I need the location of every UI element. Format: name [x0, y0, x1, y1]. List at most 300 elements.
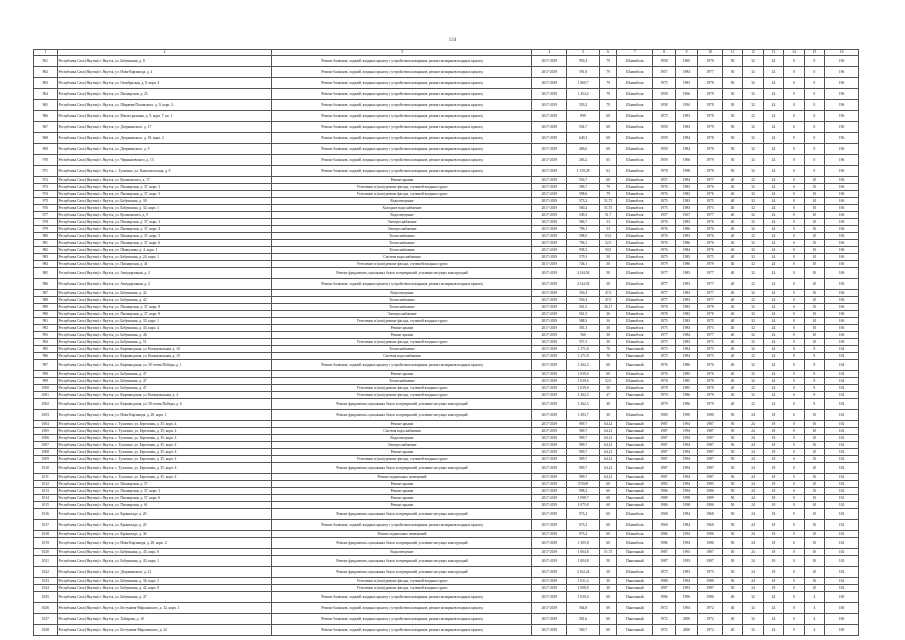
table-cell: 47 — [600, 392, 617, 399]
table-cell: 79 — [600, 67, 617, 78]
table-cell: 1976 — [653, 247, 676, 254]
table-cell: 2017-2019 — [532, 261, 567, 268]
table-cell: Республика Саха (Якутия) г. Якутск, ул. Дзержинского, д. 17 — [57, 122, 272, 133]
table-cell: 2017-2019 — [532, 325, 567, 332]
table-cell: 102 — [825, 428, 859, 435]
table-cell: 982 — [34, 247, 58, 254]
table-cell: 50 — [600, 279, 617, 290]
table-cell: 1975 — [698, 254, 723, 261]
table-row — [34, 488, 859, 495]
table-cell: 24 — [763, 353, 783, 360]
table-cell: 1 262,2 — [567, 360, 600, 371]
table-cell: Водоотведение — [272, 290, 532, 297]
table-cell: 1983 — [675, 233, 698, 240]
table-cell: 24 — [763, 297, 783, 304]
table-cell: 106 — [825, 339, 859, 346]
table-cell: 1979 — [698, 122, 723, 133]
table-cell: 30 — [600, 578, 617, 585]
table-cell: 1975 — [653, 318, 676, 325]
table-cell: 32 — [743, 311, 763, 318]
table-cell: 1987 — [698, 456, 723, 463]
table-cell: 975 — [34, 198, 58, 205]
table-cell: 0 — [784, 538, 804, 549]
table-cell: 2017-2019 — [532, 240, 567, 247]
table-row — [34, 166, 859, 177]
table-cell: 32 — [743, 385, 763, 392]
table-cell: 1967 — [675, 212, 698, 219]
table-cell: 2017-2019 — [532, 268, 567, 279]
table-cell: 1959 — [653, 155, 676, 166]
table-cell: 1987 — [653, 456, 676, 463]
table-cell: 50 — [722, 166, 742, 177]
table-cell: 102 — [825, 585, 859, 592]
table-cell: Республика Саха (Якутия) г. Якутск, ул. Пионерская, д. 57 — [57, 481, 272, 488]
table-cell: 586,7 — [567, 184, 600, 191]
table-cell: Ремонт балконов, лоджий, входных крылец с устройством козырьков, ремонт козырьков входных крылец — [272, 614, 532, 625]
table-cell: Республика Саха (Якутия) г. Якутск, с. Тулагино, ул. Березовая, д. 35, корп. 4 — [57, 449, 272, 456]
table-cell: 40 — [722, 247, 742, 254]
table-cell: 60 — [600, 502, 617, 509]
table-cell: 196 — [825, 155, 859, 166]
table-row — [34, 254, 859, 261]
table-cell: 10 — [804, 428, 824, 435]
table-cell: Ремонт балконов, лоджий, входных крылец с устройством козырьков, ремонт козырьков входных крылец — [272, 78, 532, 89]
table-cell: 24 — [743, 520, 763, 531]
table-cell: Шлакоблок — [617, 531, 653, 538]
table-cell: 973,2 — [567, 520, 600, 531]
table-cell: 104 — [825, 392, 859, 399]
table-cell: 1984 — [675, 133, 698, 144]
table-cell: 0 — [804, 155, 824, 166]
table-row — [34, 435, 859, 442]
table-cell: 32 — [743, 122, 763, 133]
table-cell: Ремонт балконов, лоджий, входных крылец с устройством козырьков, ремонт козырьков входных крылец — [272, 360, 532, 371]
table-cell: Республика Саха (Якутия) г. Якутск, ул. Кирзаводская, ул. 50-летия Победы, д. 6 — [57, 399, 272, 410]
table-cell: 196 — [825, 122, 859, 133]
table-cell: 24 — [743, 556, 763, 567]
table-cell: 986 — [34, 279, 58, 290]
table-row — [34, 474, 859, 481]
table-cell: 32 — [743, 339, 763, 346]
table-cell: 0 — [784, 268, 804, 279]
table-cell: 24 — [743, 449, 763, 456]
table-cell: 40 — [722, 233, 742, 240]
table-cell: 2017-2019 — [532, 226, 567, 233]
table-row — [34, 495, 859, 502]
table-cell: 102 — [825, 456, 859, 463]
table-cell: 24 — [743, 488, 763, 495]
table-cell: 24 — [763, 212, 783, 219]
table-cell: 0 — [784, 410, 804, 421]
table-cell: 24 — [763, 191, 783, 198]
table-row — [34, 205, 859, 212]
table-cell: 1987 — [698, 449, 723, 456]
table-cell: 60 — [600, 625, 617, 636]
table-cell: 1019 — [34, 538, 58, 549]
table-cell: 40 — [722, 614, 742, 625]
table-cell: 1976 — [653, 219, 676, 226]
table-cell: Республика Саха (Якутия) г. Якутск, ул. Бабушкина, д. 42 — [57, 290, 272, 297]
table-cell: 1 030,4 — [567, 592, 600, 603]
table-cell: 0 — [784, 304, 804, 311]
table-cell: 1990 — [675, 410, 698, 421]
table-cell: Республика Саха (Якутия) г. Якутск, ул. Кулаковского, д. 9 — [57, 212, 272, 219]
table-cell: 573,2 — [567, 198, 600, 205]
table-cell: Республика Саха (Якутия) г. Якутск, ул. Кронштадт, д. 20 — [57, 509, 272, 520]
table-cell: 32 — [743, 371, 763, 378]
table-cell: 50 — [722, 520, 742, 531]
table-cell: 24 — [763, 247, 783, 254]
table-cell: Шлакоблок — [617, 318, 653, 325]
table-cell: 24 — [763, 592, 783, 603]
table-cell: 0 — [784, 261, 804, 268]
column-number-cell: 10 — [698, 50, 723, 56]
table-cell: 10 — [804, 488, 824, 495]
table-cell: 18 — [763, 481, 783, 488]
table-row — [34, 556, 859, 567]
table-cell: 24 — [763, 399, 783, 410]
table-cell: 4 — [804, 614, 824, 625]
table-cell: 10 — [804, 339, 824, 346]
table-cell: 2017-2019 — [532, 304, 567, 311]
table-cell: 0 — [784, 428, 804, 435]
table-cell: 796,1 — [567, 226, 600, 233]
table-cell: Ремонт балконов, лоджий, входных крылец с устройством козырьков, ремонт козырьков входных крылец — [272, 67, 532, 78]
table-cell: 24 — [743, 502, 763, 509]
table-cell: 1988 — [698, 578, 723, 585]
table-cell: 2017-2019 — [532, 463, 567, 474]
table-cell: 40 — [722, 191, 742, 198]
table-cell: 977 — [34, 212, 58, 219]
table-cell: 32 — [743, 133, 763, 144]
table-cell: Республика Саха (Якутия) г. Якутск, ул. Дзержинского, д. 18, корп. 2 — [57, 133, 272, 144]
table-cell: Ремонт балконов, лоджий, входных крылец с устройством козырьков, ремонт козырьков входных крылец — [272, 133, 532, 144]
table-cell: 2017-2019 — [532, 481, 567, 488]
table-cell: Шлакоблок — [617, 212, 653, 219]
table-cell: 24 — [763, 318, 783, 325]
table-cell: 1 271,8 — [567, 346, 600, 353]
table-cell: 10 — [804, 481, 824, 488]
table-cell: 50 — [722, 78, 742, 89]
table-cell: 0 — [784, 495, 804, 502]
table-cell: 0 — [804, 67, 824, 78]
table-cell: 10 — [804, 198, 824, 205]
table-cell: Республика Саха (Якутия) г. Якутск, ул. Бабушкина, д. 35, корп. 1 — [57, 318, 272, 325]
table-cell: Республика Саха (Якутия) г. Якутск, с. Тулагино, ул. Березовая, д. 35, корп. 4 — [57, 463, 272, 474]
table-cell: 1987 — [653, 585, 676, 592]
table-cell: 1 262,3 — [567, 399, 600, 410]
table-cell: 1994 — [675, 488, 698, 495]
table-cell: 53 — [600, 226, 617, 233]
table-cell: 2000 — [675, 625, 698, 636]
table-cell: 588,5 — [567, 318, 600, 325]
table-row — [34, 346, 859, 353]
table-cell: 0 — [784, 297, 804, 304]
table-cell: 1978 — [698, 166, 723, 177]
table-cell: 24 — [763, 144, 783, 155]
table-cell: 1987 — [698, 549, 723, 556]
table-cell: 32 — [743, 332, 763, 339]
table-cell: 47,5 — [600, 290, 617, 297]
table-cell: 4 — [804, 603, 824, 614]
table-cell: 1016 — [34, 509, 58, 520]
table-cell: Ремонт фундамента, цокольных балок и перекрытий, усиление несущих конструкций — [272, 463, 532, 474]
table-cell: 51,75 — [600, 549, 617, 556]
table-cell: Республика Саха (Якутия) г. Якутск, ул. Бабушкина, д. 43, корп. 4 — [57, 325, 272, 332]
table-cell: Республика Саха (Якутия) г. Якутск, ул. Октябрьская, д. 8, корп. 4 — [57, 78, 272, 89]
table-cell: 32 — [743, 184, 763, 191]
table-cell: 24 — [743, 549, 763, 556]
table-cell: Шлакоблок — [617, 198, 653, 205]
table-cell: 106 — [825, 205, 859, 212]
table-row — [34, 428, 859, 435]
table-cell: 1003 — [34, 410, 58, 421]
table-row — [34, 585, 859, 592]
table-cell: Республика Саха (Якутия) г. Якутск, ул. Бабушкина, д. 8 — [57, 56, 272, 67]
table-cell: 0 — [784, 442, 804, 449]
table-cell: 0 — [784, 449, 804, 456]
table-cell: 64,12 — [600, 456, 617, 463]
table-cell: 10 — [804, 332, 824, 339]
table-cell: 196 — [825, 78, 859, 89]
table-cell: 50 — [600, 254, 617, 261]
table-cell: Шлакоблок — [617, 567, 653, 578]
table-cell: 2017-2019 — [532, 556, 567, 567]
table-cell: 2017-2019 — [532, 578, 567, 585]
table-cell: 32 — [743, 233, 763, 240]
table-cell: 10 — [804, 233, 824, 240]
table-cell: 8 — [804, 371, 824, 378]
table-cell: 2017-2019 — [532, 435, 567, 442]
table-cell: 4 144,92 — [567, 268, 600, 279]
table-cell: 0 — [784, 378, 804, 385]
table-row — [34, 520, 859, 531]
table-cell: 1998 — [675, 502, 698, 509]
table-cell: 0 — [784, 360, 804, 371]
table-cell: 1979 — [698, 155, 723, 166]
table-cell: 1958 — [653, 56, 676, 67]
table-cell: 263,2 — [567, 155, 600, 166]
table-cell: 0 — [784, 488, 804, 495]
table-cell: 2017-2019 — [532, 603, 567, 614]
table-cell: Республика Саха (Якутия) г. Якутск, ул. Пионерская, д. 41 — [57, 261, 272, 268]
table-cell: 1987 — [698, 463, 723, 474]
table-cell: 2017-2019 — [532, 67, 567, 78]
table-cell: 18 — [763, 549, 783, 556]
table-cell: Утепление и (или) ремонт фасада, ступеней входных групп — [272, 456, 532, 463]
table-cell: 2017-2019 — [532, 219, 567, 226]
table-cell: 1978 — [698, 144, 723, 155]
table-cell: 24 — [763, 226, 783, 233]
table-cell: 106 — [825, 212, 859, 219]
table-cell: Шлакоблок — [617, 410, 653, 421]
table-cell: 24 — [763, 290, 783, 297]
table-cell: 1976 — [698, 219, 723, 226]
table-cell: Электроснабжение — [272, 219, 532, 226]
table-cell: 50 — [722, 100, 742, 111]
table-row — [34, 184, 859, 191]
column-number-cell: 12 — [743, 50, 763, 56]
table-cell: 0 — [804, 111, 824, 122]
table-cell: Шлакоблок — [617, 268, 653, 279]
table-cell: 1986 — [698, 538, 723, 549]
table-cell: Панельный — [617, 614, 653, 625]
table-cell: Республика Саха (Якутия) г. Якутск, ул. Бабушкина, д. 47 — [57, 592, 272, 603]
table-cell: Панельный — [617, 549, 653, 556]
table-cell: 2017-2019 — [532, 332, 567, 339]
table-cell: 102 — [825, 488, 859, 495]
table-cell: 1978 — [698, 78, 723, 89]
table-cell: 1010 — [34, 463, 58, 474]
table-cell: 10 — [804, 509, 824, 520]
table-cell: Ремонт балконов, лоджий, входных крылец с устройством козырьков, ремонт козырьков входных крылец — [272, 625, 532, 636]
table-cell: Утепление и (или) ремонт фасада, ступеней входных групп — [272, 585, 532, 592]
table-cell: 1957 — [653, 212, 676, 219]
table-cell: 1976 — [653, 184, 676, 191]
table-cell: 1017 — [34, 520, 58, 531]
table-cell: 0 — [784, 463, 804, 474]
table-cell: 10 — [804, 290, 824, 297]
table-cell: 102 — [825, 509, 859, 520]
table-cell: 100 — [825, 592, 859, 603]
table-cell: Ремонт крыши — [272, 325, 532, 332]
table-cell: Республика Саха (Якутия) г. Якутск, ул. Нова-Кирзавода, д. 20, корп. 2 — [57, 538, 272, 549]
table-cell: 0 — [784, 56, 804, 67]
table-cell: Республика Саха (Якутия) г. Якутск, ул. Бабушкина, д. 47 — [57, 371, 272, 378]
table-cell: 50 — [722, 567, 742, 578]
table-cell: 2017-2019 — [532, 502, 567, 509]
table-cell: 106 — [825, 191, 859, 198]
table-cell: 1 493,7 — [567, 410, 600, 421]
table-cell: 0 — [784, 567, 804, 578]
table-cell: 1013 — [34, 488, 58, 495]
table-cell: 68 — [600, 133, 617, 144]
table-cell: 24 — [743, 463, 763, 474]
table-cell: 10 — [804, 502, 824, 509]
table-cell: 24 — [763, 325, 783, 332]
table-cell: 1978 — [653, 311, 676, 318]
table-row — [34, 509, 859, 520]
table-cell: Республика Саха (Якутия) г. Якутск, ул. Бестужева-Марлинского, д. 32, корп. 1 — [57, 603, 272, 614]
table-cell: 1993 — [675, 549, 698, 556]
table-cell: 10 — [804, 261, 824, 268]
table-cell: 50 — [600, 567, 617, 578]
table-cell: Республика Саха (Якутия) г. Якутск, ул. Пионерская, д. 37, корп. 5 — [57, 233, 272, 240]
table-cell: Республика Саха (Якутия) г. Якутск, ул. Бабушкина, д. 36, корп. 2 — [57, 578, 272, 585]
table-cell: 1976 — [698, 371, 723, 378]
table-cell: 1994 — [675, 578, 698, 585]
table-row — [34, 247, 859, 254]
table-row — [34, 268, 859, 279]
table-cell: 2017-2019 — [532, 166, 567, 177]
table-cell: 40 — [600, 399, 617, 410]
table-row — [34, 531, 859, 538]
table-cell: Ремонт балконов, лоджий, входных крылец с устройством козырьков, ремонт козырьков входных крылец — [272, 89, 532, 100]
table-cell: Республика Саха (Якутия) г. Якутск, ул. Дзержинского, д. 9 — [57, 144, 272, 155]
table-cell: 1983 — [675, 304, 698, 311]
table-row — [34, 332, 859, 339]
table-cell: 1976 — [653, 360, 676, 371]
table-cell: 24 — [743, 495, 763, 502]
table-cell: 0 — [784, 254, 804, 261]
table-cell: 970 — [34, 155, 58, 166]
table-cell: 102 — [825, 474, 859, 481]
table-cell: 1975 — [653, 325, 676, 332]
table-cell: 0 — [804, 144, 824, 155]
table-cell: 104 — [825, 360, 859, 371]
table-cell: 2017-2019 — [532, 614, 567, 625]
table-cell: 1983 — [675, 219, 698, 226]
table-row — [34, 191, 859, 198]
table-cell: Панельный — [617, 449, 653, 456]
table-cell: 1987 — [653, 435, 676, 442]
table-cell: 2017-2019 — [532, 567, 567, 578]
table-row — [34, 549, 859, 556]
table-cell: 24 — [743, 509, 763, 520]
table-cell: 4 — [804, 625, 824, 636]
table-cell: 1976 — [653, 240, 676, 247]
table-cell: 32 — [743, 247, 763, 254]
table-cell: Панельный — [617, 474, 653, 481]
table-cell: 40 — [722, 297, 742, 304]
table-cell: Водоотведение — [272, 198, 532, 205]
table-cell: 2017-2019 — [532, 56, 567, 67]
table-cell: Ремонт подвальных помещений — [272, 474, 532, 481]
table-cell: 2017-2019 — [532, 346, 567, 353]
table-cell: 973,2 — [567, 509, 600, 520]
table-cell: 32 — [743, 614, 763, 625]
table-cell: 106 — [825, 261, 859, 268]
table-cell: 24 — [763, 198, 783, 205]
table-cell: 998,2 — [567, 488, 600, 495]
table-cell: Ремонт балконов, лоджий, входных крылец с устройством козырьков, ремонт козырьков входных крылец — [272, 100, 532, 111]
table-cell: 32 — [743, 392, 763, 399]
table-cell: 0 — [784, 385, 804, 392]
column-number-cell: 9 — [675, 50, 698, 56]
table-cell: 32 — [743, 603, 763, 614]
table-cell: 1985 — [675, 385, 698, 392]
table-cell: 981 — [34, 240, 58, 247]
table-cell: 0 — [784, 212, 804, 219]
table-cell: 1983 — [675, 205, 698, 212]
table-cell: 1977 — [653, 279, 676, 290]
table-cell: 102 — [825, 567, 859, 578]
column-number-cell: 8 — [653, 50, 676, 56]
table-cell: 1025 — [34, 592, 58, 603]
table-cell: 10 — [804, 247, 824, 254]
table-cell: 40 — [722, 219, 742, 226]
table-cell: 0 — [784, 392, 804, 399]
table-cell: Республика Саха (Якутия) г. Якутск, ул. Кронштадт, д. 20 — [57, 520, 272, 531]
table-cell: 0 — [784, 578, 804, 585]
table-cell: 10 — [804, 226, 824, 233]
table-cell: Республика Саха (Якутия) г. Якутск, ул. Пионерская, д. 37, корп. 6 — [57, 240, 272, 247]
table-cell: Шлакоблок — [617, 111, 653, 122]
table-cell: 640,3 — [567, 133, 600, 144]
table-cell: 32 — [743, 240, 763, 247]
table-cell: 2017-2019 — [532, 254, 567, 261]
table-cell: 32 — [743, 191, 763, 198]
table-cell: 106 — [825, 290, 859, 297]
table-cell: Шлакоблок — [617, 332, 653, 339]
table-cell: 2017-2019 — [532, 399, 567, 410]
table-cell: 10 — [804, 578, 824, 585]
table-cell: 40 — [722, 360, 742, 371]
table-cell: 24 — [763, 233, 783, 240]
table-cell: 1978 — [653, 304, 676, 311]
table-cell: 32 — [743, 360, 763, 371]
table-cell: 24 — [743, 435, 763, 442]
